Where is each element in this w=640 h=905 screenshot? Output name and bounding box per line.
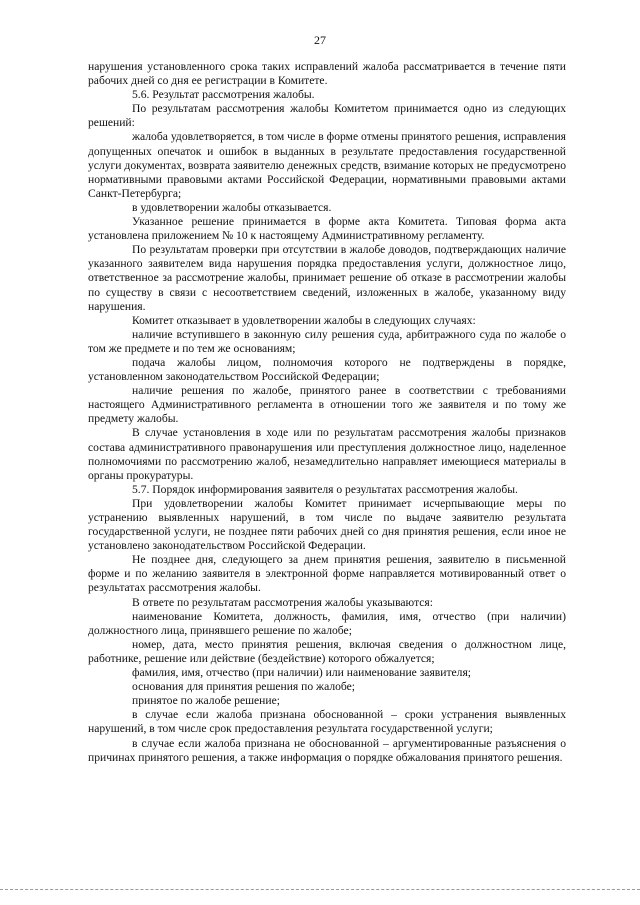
document-body [88,60,566,765]
list-item: в случае если жалоба признана обоснованной – сроки устранения выявленных нарушений, в том числе срок предоставления результата государственной услуги; [88,708,566,736]
list-item: наименование Комитета, должность, фамилия, имя, отчество (при наличии) должностного лица, принявшего решение по жалобе; [88,609,566,637]
list-item: наличие решения по жалобе, принятого ранее в соответствии с требованиями настоящего Административного регламента в отношении того же заявителя и по тому же предмету жалобы. [88,384,566,426]
paragraph: По результатам рассмотрения жалобы Комитетом принимается одно из следующих решений: [88,102,566,130]
list-item: наличие вступившего в законную силу решения суда, арбитражного суда по жалобе о том же предмете и по тем же основаниям; [88,327,566,355]
paragraph-continuation: нарушения установленного срока таких исправлений жалоба рассматривается в течение пяти рабочих дней со дня ее регистрации в Комитете. [88,60,566,88]
page-number: 27 [314,33,326,47]
list-item: основания для принятия решения по жалобе; [132,680,356,694]
section-heading-5-6: 5.6. Результат рассмотрения жалобы. [132,88,315,102]
list-item: жалоба удовлетворяется, в том числе в форме отмены принятого решения, исправления допущенных опечаток и ошибок в выданных в результате предоставления государственной услуги документах, возврата заявителю денежных средств, взимание которых не предусмотрено нормативными правовыми актами Российской Федерации, нормативными правовыми актами Санкт-Петербурга; [88,130,566,200]
paragraph: Комитет отказывает в удовлетворении жалобы в следующих случаях: [132,313,476,327]
page-bottom-rule [0,889,640,890]
list-item: в случае если жалоба признана не обоснованной – аргументированные разъяснения о причинах принятого решения, а также информация о порядке обжалования принятого решения. [88,736,566,764]
list-item: фамилия, имя, отчество (при наличии) или наименование заявителя; [132,666,472,680]
section-heading-5-7: 5.7. Порядок информирования заявителя о результатах рассмотрения жалобы. [132,482,518,496]
paragraph: При удовлетворении жалобы Комитет принимает исчерпывающие меры по устранению выявленных нарушений, в том числе по выдаче заявителю результата государственной услуги, не позднее пяти рабочих дней со дня принятия решения, если иное не установлено законодательством Российской Федерации. [88,496,566,553]
list-item: номер, дата, место принятия решения, включая сведения о должностном лице, работнике, решение или действие (бездействие) которого обжалуется; [88,637,566,665]
list-item: подача жалобы лицом, полномочия которого не подтверждены в порядке, установленном законодательством Российской Федерации; [88,355,566,384]
paragraph: В ответе по результатам рассмотрения жалобы указываются: [132,595,433,609]
list-item: принятое по жалобе решение; [132,694,280,708]
paragraph: Не позднее дня, следующего за днем принятия решения, заявителю в письменной форме и по желанию заявителя в электронной форме направляется мотивированный ответ о результатах рассмотрения жалобы. [88,553,566,595]
paragraph: По результатам проверки при отсутствии в жалобе доводов, подтверждающих наличие указанного заявителем вида нарушения порядка предоставления услуги, должностное лицо, ответственное за рассмотрение жалобы, принимает решение об отказе в рассмотрении жалобы по существу в связи с несоответствием сведений, изложенных в жалобе, указанному виду нарушения. [88,243,566,313]
list-item: в удовлетворении жалобы отказывается. [132,200,332,214]
paragraph: Указанное решение принимается в форме акта Комитета. Типовая форма акта установлена приложением № 10 к настоящему Административному регламенту. [88,215,566,243]
paragraph: В случае установления в ходе или по результатам рассмотрения жалобы признаков состава административного правонарушения или преступления должностное лицо, наделенное полномочиями по рассмотрению жалоб, незамедлительно направляет имеющиеся материалы в органы прокуратуры. [88,426,566,482]
